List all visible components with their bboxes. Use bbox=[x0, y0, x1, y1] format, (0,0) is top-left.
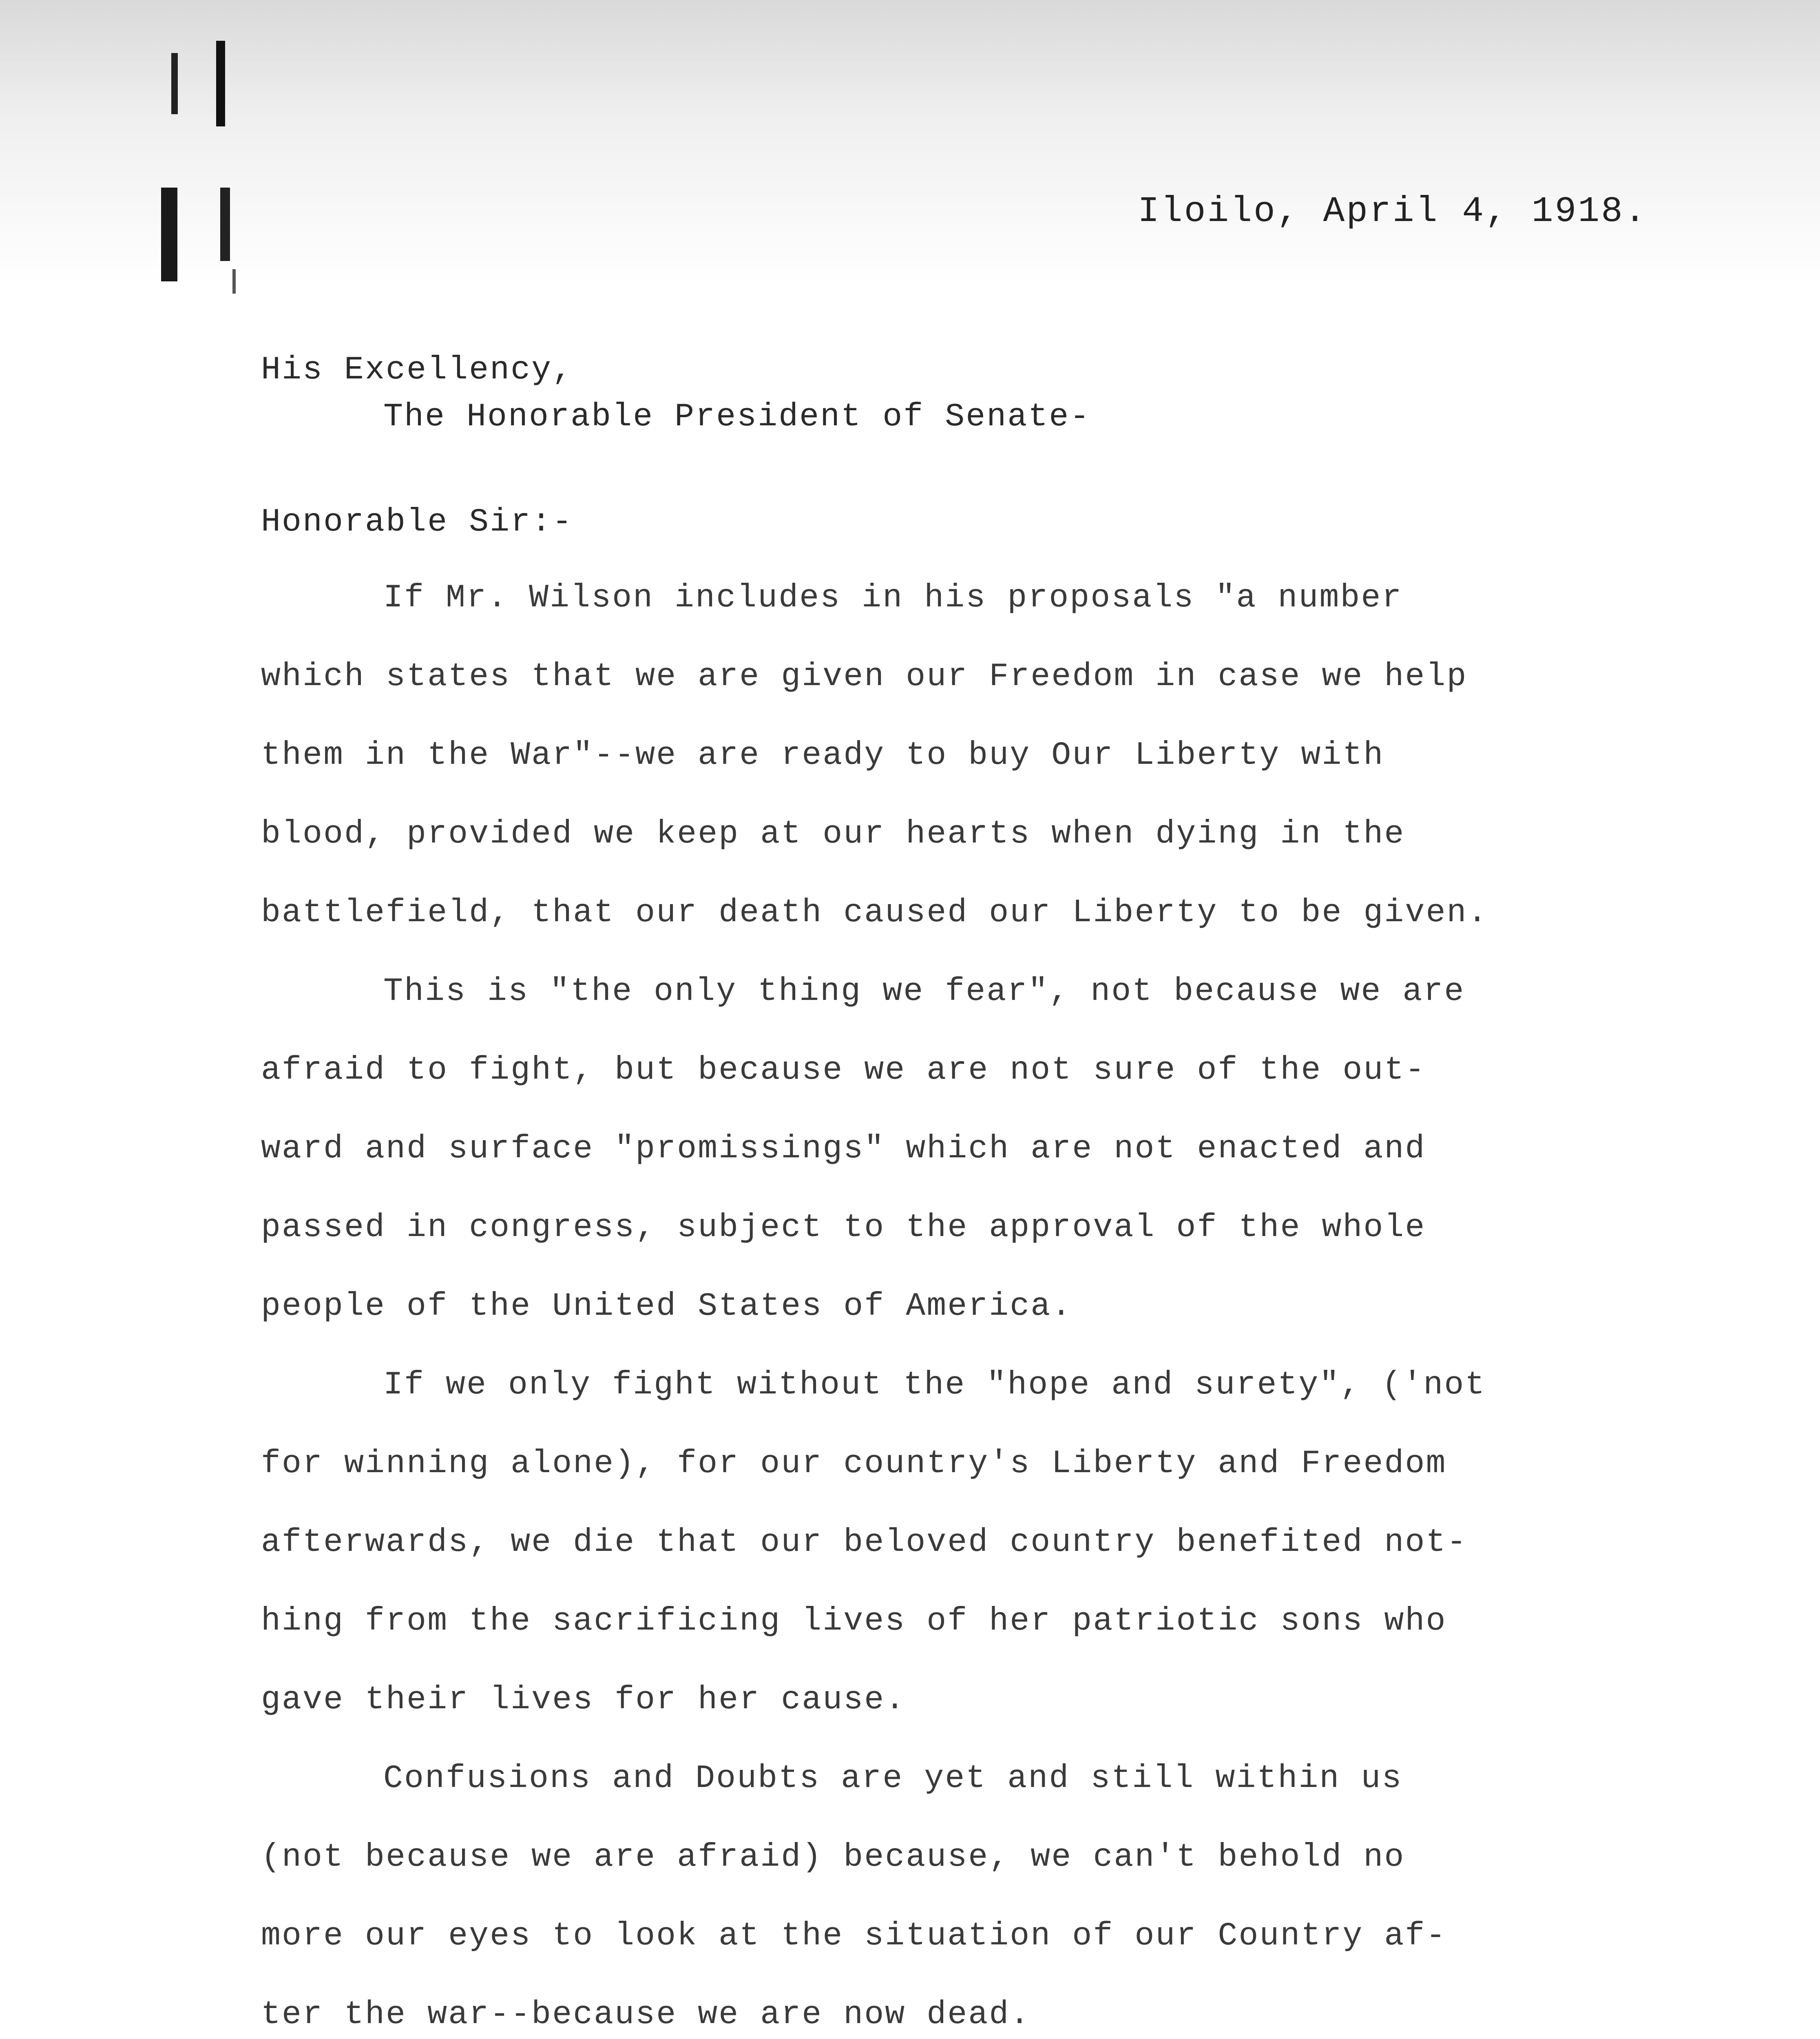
body-line: ter the war--because we are now dead. bbox=[261, 1996, 1031, 2033]
body-line: battlefield, that our death caused our Liberty to be given. bbox=[261, 894, 1488, 931]
body-line: If Mr. Wilson includes in his proposals "a number bbox=[383, 579, 1403, 617]
body-line: Confusions and Doubts are yet and still within us bbox=[383, 1760, 1403, 1797]
body-line: afraid to fight, but because we are not sure of the out- bbox=[261, 1052, 1426, 1089]
body-line: If we only fight without the "hope and surety", ('not bbox=[383, 1367, 1486, 1404]
scan-shading bbox=[0, 0, 1820, 285]
body-line: gave their lives for her cause. bbox=[261, 1681, 906, 1718]
punch-mark bbox=[171, 53, 178, 114]
body-line: more our eyes to look at the situation of our Country af- bbox=[261, 1917, 1447, 1955]
salutation: Honorable Sir:- bbox=[261, 504, 573, 541]
punch-mark bbox=[216, 41, 225, 126]
body-line: afterwards, we die that our beloved country benefited not- bbox=[261, 1524, 1468, 1561]
punch-mark bbox=[220, 188, 230, 261]
body-line: them in the War"--we are ready to buy Our Liberty with bbox=[261, 737, 1384, 774]
letter-body bbox=[261, 559, 1676, 2039]
body-line: passed in congress, subject to the approval of the whole bbox=[261, 1209, 1426, 1246]
body-line: hing from the sacrificing lives of her patriotic sons who bbox=[261, 1603, 1447, 1640]
body-line: (not because we are afraid) because, we can't behold no bbox=[261, 1839, 1405, 1876]
body-line: people of the United States of America. bbox=[261, 1288, 1073, 1325]
body-line: This is "the only thing we fear", not because we are bbox=[383, 973, 1465, 1010]
addressee-block bbox=[261, 347, 1090, 440]
letter-date: Iloilo, April 4, 1918. bbox=[1138, 192, 1648, 232]
addressee-name: The Honorable President of Senate- bbox=[383, 398, 1091, 436]
body-line: for winning alone), for our country's Liberty and Freedom bbox=[261, 1445, 1447, 1482]
addressee-title: His Excellency, bbox=[261, 352, 573, 389]
body-line: blood, provided we keep at our hearts when dying in the bbox=[261, 816, 1405, 853]
body-line: which states that we are given our Freedom in case we help bbox=[261, 658, 1468, 695]
body-line: ward and surface "promissings" which are not enacted and bbox=[261, 1130, 1426, 1168]
punch-hole-marks bbox=[155, 24, 261, 310]
punch-mark bbox=[232, 269, 236, 294]
punch-mark bbox=[161, 188, 177, 281]
